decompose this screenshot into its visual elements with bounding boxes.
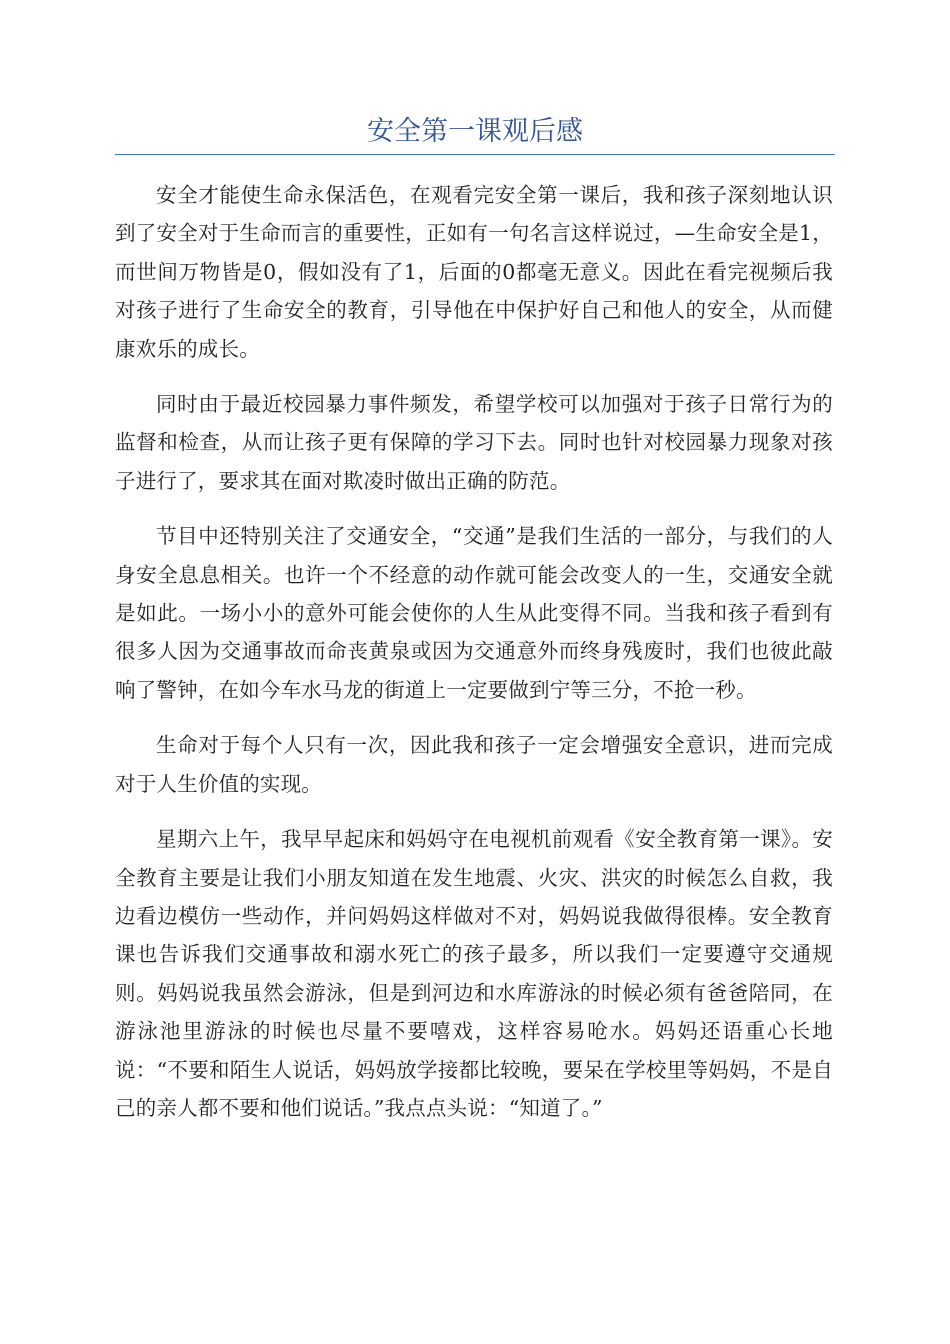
- paragraph-1: 安全才能使生命永保活色，在观看完安全第一课后，我和孩子深刻地认识到了安全对于生命而言的重要性，正如有一句名言这样说过，—生命安全是1，而世间万物皆是0，假如没有了1，后面的0都毫无意义。因此在看完视频后我对孩子进行了生命安全的教育，引导他在中保护好自己和他人的安全，从而健康欢乐的成长。: [115, 183, 833, 361]
- paragraph-5: 星期六上午，我早早起床和妈妈守在电视机前观看《安全教育第一课》。安全教育主要是让我们小朋友知道在发生地震、火灾、洪灾的时候怎么自救，我边看边模仿一些动作，并问妈妈这样做对不对，妈妈说我做得很棒。安全教育课也告诉我们交通事故和溺水死亡的孩子最多，所以我们一定要遵守交通规则。妈妈说我虽然会游泳，但是到河边和水库游泳的时候必须有爸爸陪同，在游泳池里游泳的时候也尽量不要嘻戏，这样容易呛水。妈妈还语重心长地说：“不要和陌生人说话，妈妈放学接都比较晚，要呆在学校里等妈妈，不是自己的亲人都不要和他们说话。”我点点头说：“知道了。”: [115, 827, 833, 1120]
- paragraph-4: 生命对于每个人只有一次，因此我和孩子一定会增强安全意识，进而完成对于人生价值的实现。: [115, 733, 833, 796]
- document-body: [115, 176, 833, 1144]
- page-title: 安全第一课观后感: [367, 116, 583, 147]
- title-underline: [115, 154, 835, 155]
- paragraph-2: 同时由于最近校园暴力事件频发，希望学校可以加强对于孩子日常行为的监督和检查，从而让孩子更有保障的学习下去。同时也针对校园暴力现象对孩子进行了，要求其在面对欺凌时做出正确的防范。: [115, 392, 833, 493]
- paragraph-3: 节目中还特别关注了交通安全，“交通”是我们生活的一部分，与我们的人身安全息息相关。也许一个不经意的动作就可能会改变人的一生，交通安全就是如此。一场小小的意外可能会使你的人生从此变得不同。当我和孩子看到有很多人因为交通事故而命丧黄泉或因为交通意外而终身残废时，我们也彼此敲响了警钟，在如今车水马龙的街道上一定要做到宁等三分，不抢一秒。: [115, 524, 833, 702]
